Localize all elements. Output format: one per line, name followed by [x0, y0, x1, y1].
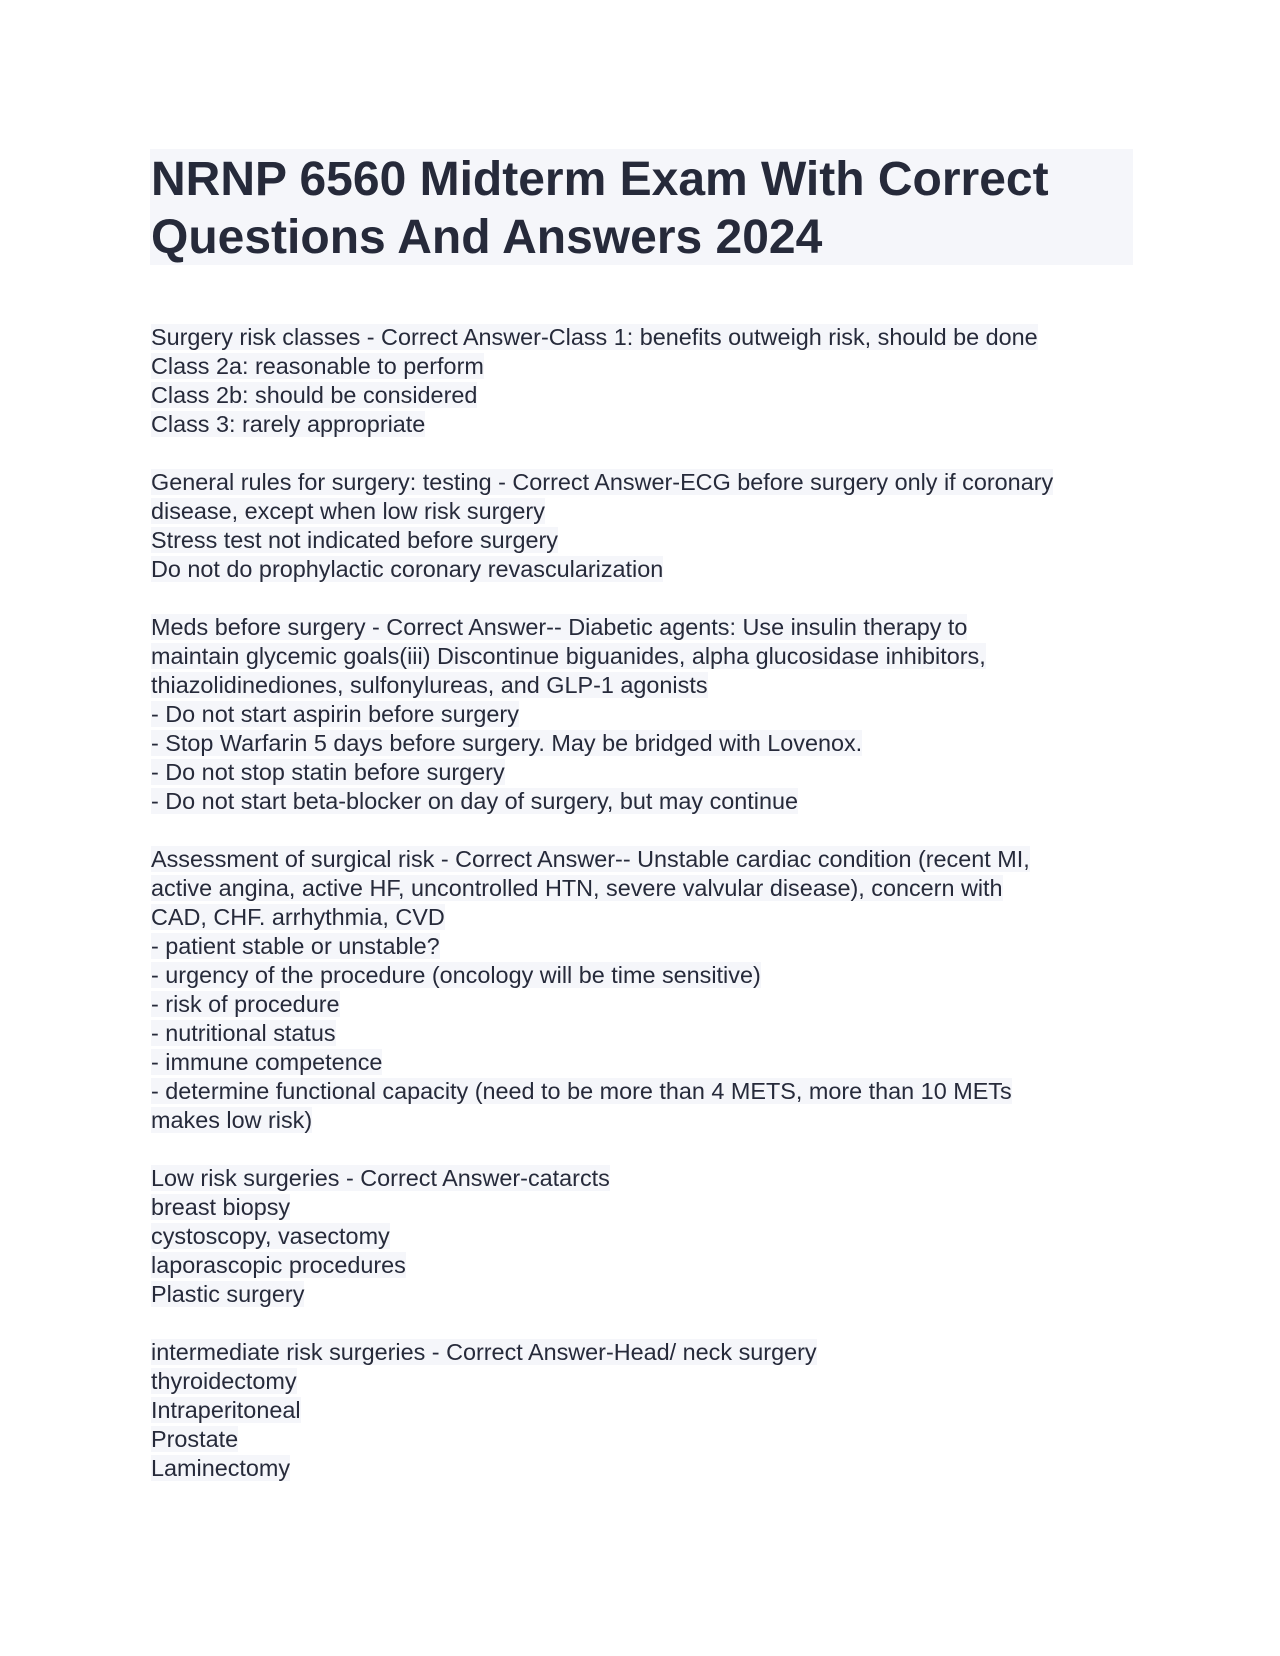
- text-line: - risk of procedure: [151, 991, 340, 1017]
- text-line: thiazolidinediones, sulfonylureas, and GLP-1 agonists: [151, 672, 708, 698]
- text-line: Stress test not indicated before surgery: [151, 527, 558, 553]
- text-line: - nutritional status: [151, 1020, 336, 1046]
- text-line: makes low risk): [151, 1107, 313, 1133]
- text-line: Class 2b: should be considered: [151, 382, 478, 408]
- text-line: Intraperitoneal: [151, 1397, 301, 1423]
- document-title: NRNP 6560 Midterm Exam With Correct Questions And Answers 2024: [151, 153, 1049, 264]
- qa-section-intermediate-risk-surgeries: [151, 1338, 1131, 1483]
- document-body: [151, 323, 1131, 1512]
- qa-section-general-rules-testing: [151, 468, 1131, 584]
- text-line: General rules for surgery: testing - Correct Answer-ECG before surgery only if coronary: [151, 469, 1054, 495]
- text-line: cystoscopy, vasectomy: [151, 1223, 390, 1249]
- text-line: - Do not start aspirin before surgery: [151, 701, 519, 727]
- text-line: thyroidectomy: [151, 1368, 297, 1394]
- text-line: Low risk surgeries - Correct Answer-catarcts: [151, 1165, 610, 1191]
- text-line: CAD, CHF. arrhythmia, CVD: [151, 904, 445, 930]
- text-line: - urgency of the procedure (oncology will be time sensitive): [151, 962, 761, 988]
- qa-section-meds-before-surgery: [151, 613, 1131, 816]
- text-line: disease, except when low risk surgery: [151, 498, 545, 524]
- text-line: - immune competence: [151, 1049, 383, 1075]
- text-line: - patient stable or unstable?: [151, 933, 440, 959]
- text-line: Class 2a: reasonable to perform: [151, 353, 484, 379]
- text-line: - Do not start beta-blocker on day of surgery, but may continue: [151, 788, 799, 814]
- text-line: intermediate risk surgeries - Correct Answer-Head/ neck surgery: [151, 1339, 817, 1365]
- text-line: active angina, active HF, uncontrolled HTN, severe valvular disease), concern with: [151, 875, 1003, 901]
- text-line: - Do not stop statin before surgery: [151, 759, 505, 785]
- text-line: breast biopsy: [151, 1194, 291, 1220]
- text-line: Class 3: rarely appropriate: [151, 411, 426, 437]
- text-line: - Stop Warfarin 5 days before surgery. May be bridged with Lovenox.: [151, 730, 863, 756]
- text-line: maintain glycemic goals(iii) Discontinue biguanides, alpha glucosidase inhibitors,: [151, 643, 986, 669]
- text-line: Do not do prophylactic coronary revascularization: [151, 556, 664, 582]
- text-line: laporascopic procedures: [151, 1252, 406, 1278]
- text-line: Surgery risk classes - Correct Answer-Class 1: benefits outweigh risk, should be done: [151, 324, 1038, 350]
- text-line: Assessment of surgical risk - Correct Answer-- Unstable cardiac condition (recent MI,: [151, 846, 1030, 872]
- text-line: - determine functional capacity (need to be more than 4 METS, more than 10 METs: [151, 1078, 1012, 1104]
- qa-section-low-risk-surgeries: [151, 1164, 1131, 1309]
- text-line: Laminectomy: [151, 1455, 291, 1481]
- text-line: Plastic surgery: [151, 1281, 305, 1307]
- text-line: Prostate: [151, 1426, 239, 1452]
- qa-section-surgery-risk-classes: [151, 323, 1131, 439]
- text-line: Meds before surgery - Correct Answer-- Diabetic agents: Use insulin therapy to: [151, 614, 968, 640]
- qa-section-assessment-surgical-risk: [151, 845, 1131, 1135]
